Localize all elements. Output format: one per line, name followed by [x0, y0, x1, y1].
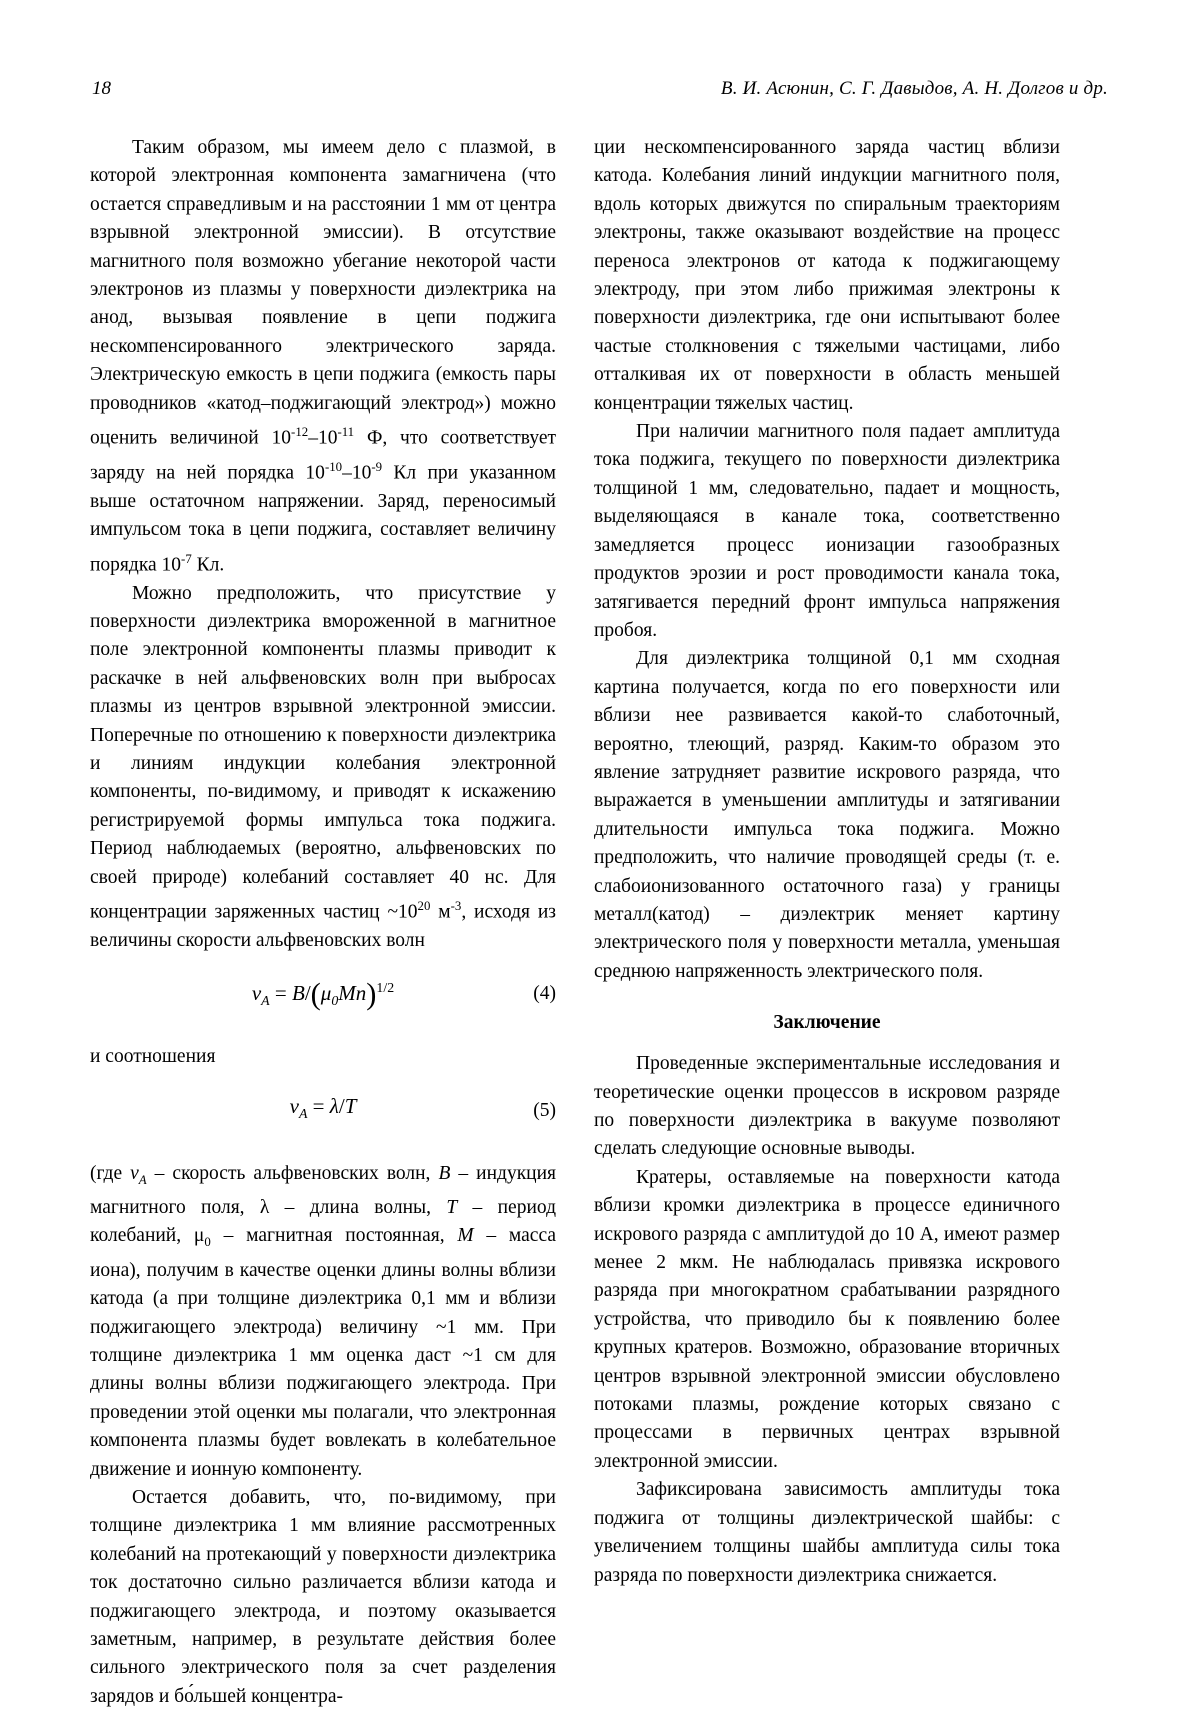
- p3-c: – индукция магнитного поля,: [90, 1162, 557, 1219]
- p3-f: – магнитная постоянная,: [210, 1225, 458, 1247]
- conclusion-heading: Заключение: [773, 1012, 881, 1034]
- exponent: 20: [417, 899, 431, 914]
- paragraph-left-1-mid1: –10: [308, 427, 338, 449]
- p3-d: – длина волны,: [269, 1197, 447, 1219]
- paragraph-left-2: [90, 580, 556, 956]
- equation-4-body: [90, 977, 556, 1012]
- p3-lambda: λ: [259, 1197, 270, 1219]
- eq5-equals: =: [312, 1093, 325, 1118]
- paragraph-left-2-text: Можно предположить, что присутствие у поверхности диэлектрика вмороженной в магнитное поле электронной компоненты плазмы приводит к раскачке в ней альфвеновских волн при выбросах плазмы из центров взрывной электронной эмиссии. Поперечные по отношению к поверхности диэлектрика и линиям индукции колебания электронной компоненты, по-видимому, и приводят к искажению регистрируемой формы импульса тока поджига. Период наблюдаемых (вероятно, альфвеновских по своей природе) колебаний составляет 40 нс. Для концентрации заряженных частиц ~10: [90, 582, 556, 923]
- left-column: [90, 134, 556, 1711]
- eq4-v: v: [251, 981, 262, 1006]
- exponent: -9: [371, 459, 383, 474]
- paragraph-left-1-mid2: Ф, что соответствует заряду на ней порядка 10: [90, 427, 556, 484]
- eq4-M: M: [338, 981, 356, 1006]
- p3-e: – период колебаний,: [90, 1197, 556, 1247]
- eq4-slash: /: [304, 981, 311, 1006]
- eq4-n: n: [355, 981, 367, 1006]
- eq4-B: B: [291, 981, 305, 1006]
- paragraph-right-1: ции нескомпенсированного заряда частиц вблизи катода. Колебания линий индукции магнитного поля, вдоль которых движутся по спиральным траекториям электроны, также оказывают воздействие на процесс переноса электронов от катода к поджигающему электроду, при этом либо прижимая электроны к поверхности диэлектрика, где они испытывают более частые столкновения с тяжелыми частицами, либо отталкивая их от поверхности в область меньшей концентрации тяжелых частиц.: [594, 137, 1060, 414]
- paragraph-right-5: Кратеры, оставляемые на поверхности катода вблизи кромки диэлектрика в процессе единичного искрового разряда с амплитудой до 10 А, имеют размер менее 2 мкм. Не наблюдалась привязка искрового разряда при многократном срабатывании разрядного устройства, что приводило бы к появлению более крупных кратеров. Возможно, образование вторичных центров взрывной электронной эмиссии обусловлено потоками плазмы, рождение которых связано с процессами в первичных центрах взрывной электронной эмиссии.: [594, 1166, 1060, 1472]
- paragraph-right-6: Зафиксирована зависимость амплитуды тока поджига от толщины диэлектрической шайбы: с увеличением толщины шайбы амплитуда силы тока разряда по поверхности диэлектрика снижается.: [594, 1479, 1060, 1586]
- paragraph-left-3: [90, 1160, 556, 1484]
- equation-5: [90, 1094, 556, 1140]
- p3-g: – масса иона), получим в качестве оценки длины волны вблизи катода (а при толщине диэлектрика 0,1 мм и вблизи поджигающего электрода) величину ~1 мм. При толщине диэлектрика 1 мм оценка даст ~1 см для длины волны вблизи поджигающего электрода. При проведении этой оценки мы полагали, что электронная компонента плазмы будет вовлекать в колебательное движение и ионную компоненту.: [90, 1225, 557, 1480]
- eq5-v: v: [289, 1093, 299, 1118]
- paragraph-right-2: При наличии магнитного поля падает амплитуда тока поджига, текущего по поверхности диэлектрика толщиной 1 мм, следовательно, падает и мощность, выделяющаяся в канале тока, соответственно замедляется процесс ионизации газообразных продуктов эрозии и рост проводимости канала тока, затягивается передний фронт импульса напряжения пробоя.: [594, 421, 1060, 641]
- eq4-v-sub: A: [261, 993, 270, 1009]
- eq5-slash: /: [338, 1093, 345, 1118]
- p3-mu: μ: [193, 1225, 205, 1247]
- p3-T: T: [446, 1197, 458, 1219]
- eq4-paren-close: ): [366, 977, 377, 1012]
- exponent: -11: [337, 425, 355, 440]
- eq4-mu: μ: [320, 981, 332, 1006]
- paragraph-left-2-mid: м: [430, 901, 451, 923]
- paragraph-right-3: Для диэлектрика толщиной 0,1 мм сходная картина получается, когда по его поверхности или вблизи нее развивается какой-то слаботочный, вероятно, тлеющий, разряд. Каким-то образом это явление затрудняет развитие искрового разряда, что выражается в уменьшении амплитуды и затягивании длительности импульса тока поджига. Можно предположить, что наличие проводящей среды (т. е. слабоионизованного остаточного газа) у границы металл(катод) – диэлектрик меняет картину электрического поля у поверхности металла, уменьшая среднюю напряженность электрического поля.: [594, 648, 1060, 982]
- eq4-equals: =: [274, 981, 287, 1006]
- right-column: [594, 134, 1060, 1711]
- p3-v: v: [130, 1162, 139, 1184]
- p3-M: M: [457, 1225, 474, 1247]
- eq4-mu-sub: 0: [331, 993, 339, 1009]
- paragraph-left-4: Остается добавить, что, по-видимому, при толщине диэлектрика 1 мм влияние рассмотренных колебаний на протекающий у поверхности диэлектрика ток достаточно сильно различается вблизи катода и поджигающего электрода, и поэтому оказывается заметным, например, в результате действия более сильного электрического поля за счет разделения зарядов и бо́льшей концентра-: [90, 1487, 556, 1707]
- equation-5-number: (5): [533, 1099, 556, 1121]
- paragraph-left-2-end: , исходя из величины скорости альфвеновских волн: [90, 901, 556, 951]
- eq4-power: 1/2: [376, 980, 395, 996]
- p3-B: B: [438, 1162, 451, 1184]
- p3-a: (где: [90, 1162, 131, 1184]
- page-header: [90, 78, 1110, 100]
- p3-v-sub: A: [138, 1172, 147, 1187]
- paragraph-left-1-mid4: Кл при указанном выше остаточном напряжении. Заряд, переносимый импульсом тока в цепи поджига, составляет величину порядка 10: [90, 462, 557, 576]
- exponent: -7: [181, 551, 192, 566]
- p3-mu-sub: 0: [204, 1235, 211, 1250]
- eq4-paren-open: (: [310, 977, 321, 1012]
- paragraph-left-between: и соотношения: [90, 1046, 216, 1068]
- running-title: В. И. Асюнин, С. Г. Давыдов, А. Н. Долгов и др.: [720, 78, 1108, 99]
- exponent: -10: [324, 459, 343, 474]
- paragraph-left-1-end: Кл.: [191, 554, 225, 576]
- paragraph-left-1: [90, 134, 556, 580]
- equation-4: [90, 977, 556, 1023]
- page-number: 18: [92, 78, 111, 99]
- eq5-v-sub: A: [298, 1105, 308, 1121]
- equation-4-number: (4): [533, 983, 556, 1005]
- paragraph-left-1-mid3: –10: [342, 462, 372, 484]
- exponent: -12: [291, 425, 309, 440]
- exponent: -3: [450, 899, 462, 914]
- paragraph-right-4: Проведенные экспериментальные исследования и теоретические оценки процессов в искровом разряде по поверхности диэлектрика в вакууме позволяют сделать следующие основные выводы.: [594, 1053, 1060, 1160]
- eq5-T: T: [344, 1093, 357, 1118]
- p3-b: – скорость альфвеновских волн,: [146, 1162, 439, 1184]
- two-column-body: [90, 134, 1110, 1711]
- equation-5-body: [90, 1094, 556, 1122]
- paragraph-left-1-text: Таким образом, мы имеем дело с плазмой, в которой электронная компонента замагничена (что остается справедливым и на расстоянии 1 мм от центра взрывной электронной эмиссии). В отсутствие магнитного поля возможно убегание некоторой части электронов из плазмы у поверхности диэлектрика на анод, вызывая появление в цепи поджига нескомпенсированного электрического заряда. Электрическую емкость в цепи поджига (емкость пары проводников «катод–поджигающий электрод») можно оценить величиной 10: [90, 137, 556, 449]
- eq5-lambda: λ: [329, 1093, 339, 1118]
